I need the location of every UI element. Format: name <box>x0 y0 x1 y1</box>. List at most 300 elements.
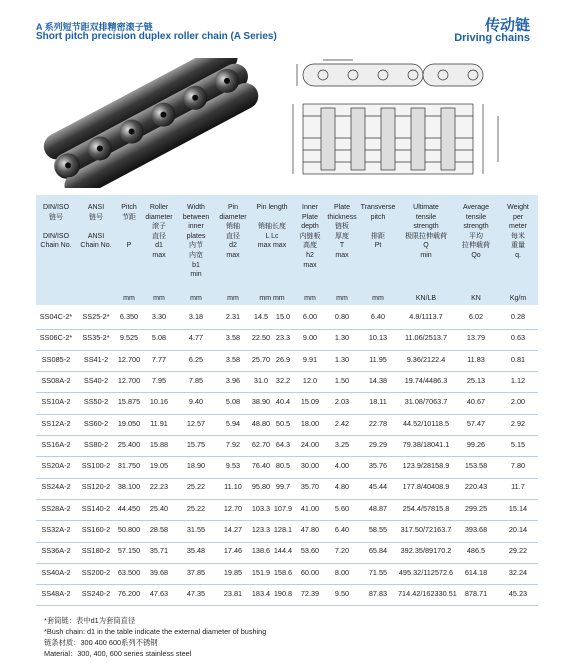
column-header-line: 高度 <box>303 242 317 250</box>
note-bush-cn: *套筒链：表中d1为套筒直径 <box>44 616 136 625</box>
chain-technical-drawing <box>283 56 533 184</box>
table-cell: SS40-2 <box>83 375 109 385</box>
column-header-line: between <box>182 213 210 221</box>
table-cell: 123.9/28158.9 <box>402 461 450 471</box>
column-header-line: max max <box>257 242 287 250</box>
table-cell: SS80-2 <box>83 439 109 449</box>
table-cell: 40.4 <box>275 397 291 407</box>
table-cell: 44.52/10118.5 <box>402 418 450 428</box>
column-header-line: 链板 <box>335 223 349 231</box>
notes <box>44 615 266 659</box>
table-cell: 2.42 <box>334 418 350 428</box>
table-cell: 47.80 <box>300 525 320 534</box>
table-cell: 50.800 <box>117 525 141 534</box>
column-header-line: depth <box>301 223 319 231</box>
column-header-line: 极限拉伸载荷 <box>405 232 447 240</box>
table-cell: SS50-2 <box>83 397 109 407</box>
note-bush-en: *Bush chain: d1 in the table indicate the external diameter of bushing <box>44 627 267 636</box>
table-cell: 1.12 <box>510 375 526 385</box>
column-header-line: Roller <box>149 204 169 211</box>
table-cell: SS35-2* <box>82 333 110 343</box>
table-cell: 31.0 <box>253 375 269 385</box>
table-cell: 31.750 <box>117 461 141 471</box>
table-cell: 12.0 <box>302 375 318 385</box>
table-cell: 6.350 <box>119 312 139 321</box>
table-row <box>36 307 538 330</box>
column-header-line: 拉伸载荷 <box>462 242 490 250</box>
series-title-en: Short pitch precision duplex roller chain (A Series) <box>36 31 277 42</box>
table-cell: 6.40 <box>334 525 350 534</box>
table-cell: 2.03 <box>334 397 350 407</box>
table-cell: SS28A-2 <box>41 503 71 513</box>
column-header-line: min <box>190 271 202 279</box>
column-header-roller <box>142 195 176 305</box>
table-cell: 50.5 <box>275 418 291 428</box>
column-header-line: max <box>303 261 317 269</box>
table-cell: 22.78 <box>368 418 388 428</box>
table-cell: 9.36/2122.4 <box>406 354 446 364</box>
column-header-line: 链号 <box>49 213 63 221</box>
column-header-line: Pitch <box>121 204 137 211</box>
table-cell: 9.91 <box>302 354 318 364</box>
table-cell: 57.150 <box>117 546 141 556</box>
column-header-line: pitch <box>370 213 386 221</box>
table-cell: 39.68 <box>149 567 169 577</box>
table-cell: SS120-2 <box>81 482 111 492</box>
table-cell: 123.3 <box>251 525 271 534</box>
table-cell: 393.68 <box>464 525 488 534</box>
table-cell: 57.47 <box>466 418 486 428</box>
table-cell: 9.00 <box>302 333 318 343</box>
table-cell: 38.100 <box>117 482 141 492</box>
column-header-line: 直径 <box>152 232 166 240</box>
table-cell: 25.22 <box>186 503 206 513</box>
table-cell: 65.84 <box>368 546 388 556</box>
table-cell: 5.08 <box>151 333 167 343</box>
table-cell: 45.44 <box>368 482 388 492</box>
table-cell: 99.26 <box>466 439 486 449</box>
column-header-line: Transverse <box>360 204 396 211</box>
table-cell: SS32A-2 <box>41 525 71 534</box>
table-cell: 107.9 <box>273 503 293 513</box>
table-cell: 7.85 <box>188 375 204 385</box>
table-cell: 44.450 <box>117 503 141 513</box>
table-cell: 62.70 <box>251 439 271 449</box>
table-cell: 6.00 <box>302 312 318 321</box>
column-header-line: meter <box>509 223 527 231</box>
table-cell: 53.60 <box>300 546 320 556</box>
table-cell: 25.13 <box>466 375 486 385</box>
table-cell: 0.80 <box>334 312 350 321</box>
table-cell: 23.81 <box>223 588 243 598</box>
table-cell: 11.91 <box>150 418 168 428</box>
spec-table <box>36 195 538 605</box>
column-header-din <box>36 195 76 305</box>
column-header-line: h2 <box>306 251 314 259</box>
table-cell: 9.50 <box>334 588 350 598</box>
table-cell: 25.40 <box>149 503 169 513</box>
column-header-line: strength <box>463 223 489 231</box>
table-cell: 4.00 <box>334 461 350 471</box>
table-cell: 5.94 <box>225 418 241 428</box>
column-header-ansi <box>76 195 116 305</box>
table-cell: 11.95 <box>369 354 387 364</box>
table-cell: SS10A-2 <box>41 397 71 407</box>
table-cell: 37.85 <box>186 567 206 577</box>
table-cell: 254.4/57815.8 <box>402 503 450 513</box>
column-unit: Kg/m <box>509 295 527 302</box>
table-cell: 11.06/2513.7 <box>404 333 448 343</box>
table-cell: 486.5 <box>466 546 486 556</box>
table-cell: 48.87 <box>368 503 388 513</box>
table-cell: SS240-2 <box>81 588 111 598</box>
table-header <box>36 195 538 305</box>
table-cell: SS04C-2* <box>39 312 73 321</box>
table-row <box>36 456 538 479</box>
column-unit: mm <box>190 295 202 302</box>
column-unit: mm <box>123 295 135 302</box>
table-cell: 14.38 <box>368 375 388 385</box>
table-cell: 299.25 <box>464 503 488 513</box>
table-cell: 0.63 <box>510 333 526 343</box>
table-cell: 45.23 <box>508 588 528 598</box>
column-header-line: Pin length <box>256 204 288 211</box>
column-unit: mm <box>153 295 165 302</box>
table-cell: SS12A-2 <box>41 418 71 428</box>
table-cell: 2.00 <box>510 397 526 407</box>
table-cell: SS180-2 <box>81 546 111 556</box>
table-cell: 7.95 <box>151 375 167 385</box>
table-cell: 3.30 <box>151 312 167 321</box>
table-cell: 5.15 <box>510 439 526 449</box>
column-header-avg <box>454 195 498 305</box>
column-header-line: Chain No. <box>80 242 112 250</box>
table-row <box>36 328 538 351</box>
column-header-line: b1 <box>192 261 200 269</box>
column-header-ult <box>398 195 454 305</box>
column-header-line: Pt <box>374 242 382 250</box>
column-header-line: 内链板 <box>299 232 321 240</box>
table-cell: 19.85 <box>223 567 243 577</box>
table-row <box>36 541 538 564</box>
table-row <box>36 477 538 500</box>
column-header-line: P <box>126 242 132 250</box>
column-header-line: 直径 <box>226 232 240 240</box>
table-row <box>36 350 538 373</box>
table-cell: 7.77 <box>151 354 167 364</box>
table-cell: 23.3 <box>275 333 291 343</box>
table-cell: 58.55 <box>368 525 388 534</box>
table-cell: SS20A-2 <box>41 461 71 471</box>
table-cell: 40.67 <box>466 397 486 407</box>
table-cell: 12.57 <box>186 418 206 428</box>
table-cell: 6.25 <box>188 354 204 364</box>
table-row <box>36 563 538 586</box>
table-cell: 2.92 <box>510 418 526 428</box>
table-cell: 41.00 <box>300 503 320 513</box>
column-header-line: Qo <box>471 251 481 259</box>
table-cell: 1.30 <box>334 354 350 364</box>
column-header-line: 每米 <box>511 232 525 240</box>
table-cell: 29.29 <box>368 439 388 449</box>
column-header-line <box>36 222 76 232</box>
table-cell: 64.3 <box>275 439 291 449</box>
table-cell: 3.25 <box>334 439 350 449</box>
table-cell: 10.13 <box>368 333 388 343</box>
note-material-en: Material：300, 400, 600 series stainless steel <box>44 649 192 658</box>
column-header-line: inner <box>188 223 204 231</box>
table-cell: 35.48 <box>186 546 206 556</box>
table-cell: 8.00 <box>334 567 350 577</box>
table-cell: 7.80 <box>510 461 526 471</box>
table-row <box>36 371 538 394</box>
table-cell: SS48A-2 <box>41 588 71 598</box>
table-cell: 22.23 <box>149 482 169 492</box>
table-cell: SS06C-2* <box>39 333 73 343</box>
column-header-line: 链号 <box>89 213 103 221</box>
table-cell: SS100-2 <box>81 461 111 471</box>
table-cell: 614.18 <box>464 567 488 577</box>
column-unit: mm <box>304 295 316 302</box>
table-cell: SS24A-2 <box>41 482 71 492</box>
column-header-line: Weight <box>507 204 529 211</box>
table-cell: 4.9/1113.7 <box>409 312 443 321</box>
table-cell: 31.55 <box>186 525 206 534</box>
table-cell: 11.10 <box>224 482 242 492</box>
column-header-line: DIN/ISO <box>42 204 70 211</box>
table-cell: 9.40 <box>188 397 204 407</box>
table-row <box>36 435 538 458</box>
table-cell: 15.0 <box>275 312 291 321</box>
table-cell: 4.80 <box>334 482 350 492</box>
table-cell: 3.58 <box>225 333 241 343</box>
column-header-line: strength <box>413 223 439 231</box>
table-cell: 26.9 <box>275 354 291 364</box>
column-header-pinlen <box>250 195 294 305</box>
table-cell: 99.7 <box>275 482 291 492</box>
note-material-cn: 链条材质：300 400 600系列不锈钢 <box>44 638 158 647</box>
column-header-line <box>358 222 398 232</box>
column-header-inner <box>294 195 326 305</box>
table-cell: 30.00 <box>300 461 320 471</box>
table-cell: SS140-2 <box>81 503 111 513</box>
column-unit: mm mm <box>259 295 285 302</box>
table-cell: 183.4 <box>251 588 271 598</box>
table-cell: 128.1 <box>273 525 293 534</box>
table-cell: 20.14 <box>508 525 528 534</box>
table-cell: 3.96 <box>225 375 241 385</box>
table-cell: 6.40 <box>370 312 386 321</box>
table-row <box>36 499 538 522</box>
column-header-line: Plate <box>334 204 350 211</box>
table-cell: SS41-2 <box>83 354 109 364</box>
column-unit: mm <box>336 295 348 302</box>
table-cell: 158.6 <box>273 567 293 577</box>
column-header-line <box>116 222 142 232</box>
table-cell: SS40A-2 <box>41 567 71 577</box>
table-cell: 177.8/40408.9 <box>402 482 450 492</box>
table-cell: 0.81 <box>510 354 526 364</box>
table-cell: 25.400 <box>117 439 141 449</box>
column-header-line: 厚度 <box>335 232 349 240</box>
table-cell: 19.74/4486.3 <box>404 375 448 385</box>
table-cell: 47.35 <box>186 588 206 598</box>
table-cell: 32.24 <box>508 567 528 577</box>
column-header-line: 内节 <box>189 242 203 250</box>
column-header-line: 排距 <box>371 232 385 240</box>
table-cell: 13.79 <box>466 333 486 343</box>
column-header-line: max <box>152 251 166 259</box>
column-header-line: 平均 <box>469 232 483 240</box>
table-cell: 1.50 <box>334 375 350 385</box>
column-header-line: L Lc <box>265 232 279 240</box>
column-header-line: ANSI <box>87 204 105 211</box>
column-header-line: 重量 <box>511 242 525 250</box>
column-unit: KN/LB <box>415 295 437 302</box>
table-cell: 317.50/72163.7 <box>400 525 452 534</box>
table-cell: SS25-2* <box>82 312 110 321</box>
column-header-plate <box>326 195 358 305</box>
column-header-line: Chain No. <box>40 242 72 250</box>
column-header-line: 滚子 <box>152 223 166 231</box>
column-header-line: d1 <box>155 242 163 250</box>
column-header-line <box>76 222 116 232</box>
table-cell: 14.5 <box>253 312 269 321</box>
table-cell: 72.39 <box>300 588 320 598</box>
table-cell: 22.50 <box>251 333 271 343</box>
column-header-line: q. <box>515 251 521 259</box>
column-unit: KN <box>471 295 481 302</box>
table-cell: 31.08/7063.7 <box>404 397 448 407</box>
table-cell: 60.00 <box>300 567 320 577</box>
column-unit: mm <box>227 295 239 302</box>
table-cell: SS16A-2 <box>41 439 71 449</box>
table-cell: 32.2 <box>275 375 291 385</box>
column-header-weight <box>498 195 538 305</box>
table-cell: 76.200 <box>117 588 141 598</box>
column-header-line: max <box>335 251 349 259</box>
chain-photo <box>36 58 268 188</box>
column-header-line: Plate <box>302 213 318 221</box>
table-cell: 63.500 <box>117 567 141 577</box>
table-cell: 151.9 <box>251 567 271 577</box>
table-cell: 15.875 <box>117 397 141 407</box>
table-row <box>36 414 538 437</box>
table-cell: 35.71 <box>149 546 169 556</box>
column-header-line: Ultimate <box>413 204 439 211</box>
table-cell: 3.18 <box>188 312 204 321</box>
table-cell: 15.09 <box>300 397 320 407</box>
table-cell: 15.88 <box>149 439 169 449</box>
table-cell: 392.35/89170.2 <box>400 546 452 556</box>
table-cell: 7.92 <box>225 439 241 449</box>
table-cell: 19.050 <box>117 418 141 428</box>
table-cell: 144.4 <box>273 546 293 556</box>
column-header-line: tensile <box>415 213 437 221</box>
table-cell: 12.70 <box>223 503 243 513</box>
table-cell: 9.53 <box>225 461 241 471</box>
column-header-line: Average <box>463 204 489 211</box>
column-header-line: T <box>339 242 345 250</box>
column-header-pin <box>216 195 250 305</box>
table-cell: SS36A-2 <box>41 546 71 556</box>
table-cell: 7.20 <box>334 546 350 556</box>
table-cell: 9.525 <box>119 333 139 343</box>
column-header-line <box>250 213 294 223</box>
table-cell: 15.14 <box>508 503 528 513</box>
table-cell: 38.90 <box>251 397 271 407</box>
table-cell: 5.60 <box>334 503 350 513</box>
table-cell: 87.83 <box>368 588 388 598</box>
table-cell: 220.43 <box>464 482 488 492</box>
table-row <box>36 520 538 543</box>
table-row <box>36 392 538 415</box>
table-cell: 24.00 <box>300 439 320 449</box>
table-cell: 14.27 <box>223 525 243 534</box>
table-cell: 18.90 <box>186 461 206 471</box>
table-cell: 153.58 <box>464 461 488 471</box>
column-header-line: ANSI <box>87 232 105 240</box>
page-title-cn: 传动链 <box>484 16 530 34</box>
column-header-line: 销轴长度 <box>258 223 286 231</box>
column-header-line: DIN/ISO <box>42 232 70 240</box>
table-cell: 35.76 <box>368 461 388 471</box>
table-cell: 19.05 <box>149 461 169 471</box>
table-cell: 80.5 <box>275 461 291 471</box>
table-cell: 18.00 <box>300 418 320 428</box>
column-header-line: d2 <box>229 242 237 250</box>
column-header-line: 节距 <box>122 213 136 221</box>
table-cell: SS60-2 <box>83 418 109 428</box>
column-header-line: 内宽 <box>189 251 203 259</box>
column-header-line: Inner <box>302 204 318 211</box>
table-cell: 1.30 <box>334 333 350 343</box>
column-header-line: thickness <box>327 213 357 221</box>
table-cell: 71.55 <box>368 567 388 577</box>
column-header-line <box>116 232 142 242</box>
column-header-pitch <box>116 195 142 305</box>
column-header-line: tensile <box>465 213 487 221</box>
table-cell: 2.31 <box>225 312 241 321</box>
table-cell: 29.22 <box>508 546 528 556</box>
table-cell: 25.22 <box>186 482 206 492</box>
table-cell: 18.11 <box>369 397 387 407</box>
column-header-line: per <box>512 213 524 221</box>
column-unit: mm <box>372 295 384 302</box>
table-cell: 714.42/162330.51 <box>398 588 457 598</box>
column-header-trans <box>358 195 398 305</box>
table-cell: 76.40 <box>251 461 271 471</box>
table-cell: 6.02 <box>468 312 484 321</box>
table-cell: 0.28 <box>510 312 526 321</box>
table-cell: 35.70 <box>300 482 320 492</box>
table-cell: 103.3 <box>251 503 271 513</box>
table-cell: 10.16 <box>149 397 169 407</box>
table-cell: SS08A-2 <box>41 375 71 385</box>
table-cell: SS200-2 <box>81 567 111 577</box>
table-cell: 190.8 <box>273 588 293 598</box>
column-header-line: Pin <box>227 204 239 211</box>
table-cell: SS160-2 <box>81 525 111 534</box>
table-cell: 3.58 <box>225 354 241 364</box>
table-cell: 4.77 <box>188 333 204 343</box>
column-header-line: plates <box>186 232 206 240</box>
table-cell: 12.700 <box>117 354 141 364</box>
table-cell: 11.83 <box>467 354 485 364</box>
table-cell: 48.80 <box>251 418 271 428</box>
table-cell: 28.58 <box>149 525 169 534</box>
column-header-line: Q <box>423 242 429 250</box>
